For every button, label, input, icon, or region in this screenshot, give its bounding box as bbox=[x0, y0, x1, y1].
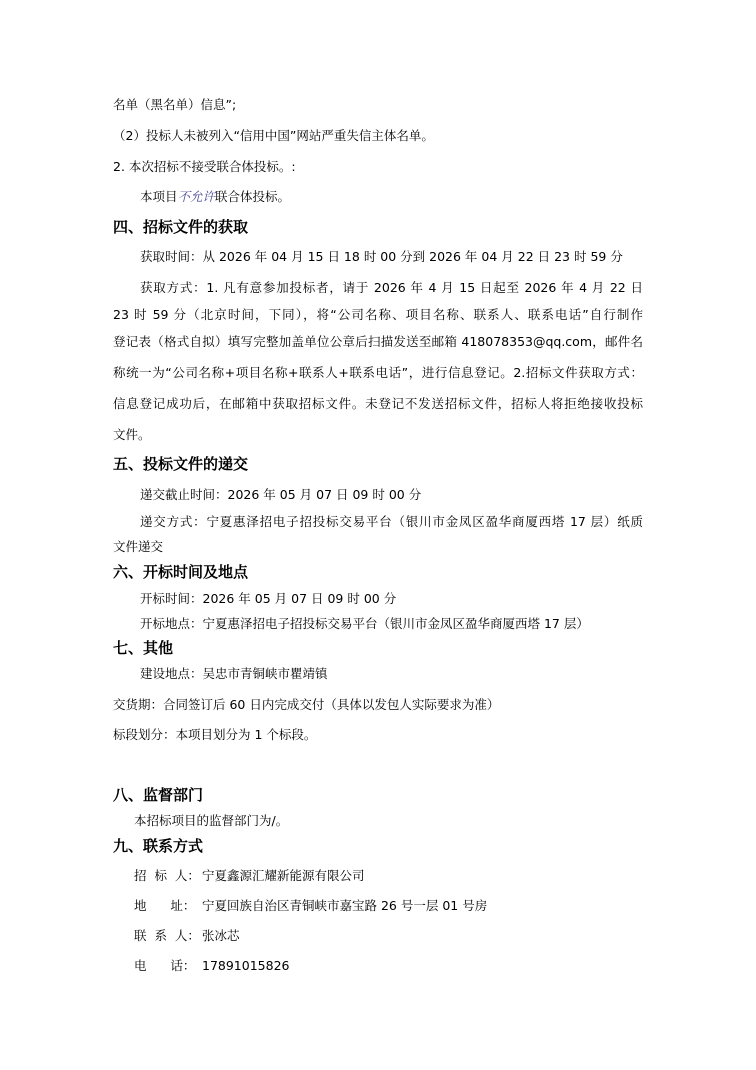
opening-place: 开标地点：宁夏惠泽招电子招投标交易平台（银川市金凤区盈华商厦西塔 17 层） bbox=[140, 616, 589, 631]
obtain-method-line-2: 23 时 59 分（北京时间，下同），将“公司名称、项目名称、联系人、联系电话”自行制作 bbox=[113, 307, 643, 322]
contact-row-phone bbox=[134, 958, 289, 974]
contact-value: 张冰芯 bbox=[202, 928, 240, 943]
paragraph-no-consortium: 2. 本次招标不接受联合体投标。: bbox=[113, 159, 296, 174]
submit-method-line-1: 递交方式：宁夏惠泽招电子招投标交易平台（银川市金凤区盈华商厦西塔 17 层）纸质 bbox=[140, 514, 643, 529]
section-6-title: 六、开标时间及地点 bbox=[113, 563, 249, 581]
section-8-title: 八、监督部门 bbox=[113, 786, 204, 804]
section-9-title: 九、联系方式 bbox=[113, 837, 204, 855]
submit-method-line-2: 文件递交 bbox=[113, 539, 164, 554]
consortium-note-suffix: 联合体投标。 bbox=[215, 189, 291, 204]
opening-time: 开标时间：2026 年 05 月 07 日 09 时 00 分 bbox=[140, 591, 397, 606]
lot-division: 标段划分：本项目划分为 1 个标段。 bbox=[113, 727, 317, 742]
section-7-title: 七、其他 bbox=[113, 639, 174, 657]
contact-label: 招 标 人： bbox=[134, 868, 200, 883]
delivery-period: 交货期：合同签订后 60 日内完成交付（具体以发包人实际要求为准） bbox=[113, 697, 500, 712]
obtain-method-line-6: 文件。 bbox=[113, 427, 151, 442]
contact-row-tenderer bbox=[134, 868, 365, 884]
contact-row-person bbox=[134, 928, 240, 944]
contact-label: 地 址： bbox=[134, 898, 196, 913]
section-5-title: 五、投标文件的递交 bbox=[113, 455, 249, 473]
consortium-note-emphasis: 不允许 bbox=[177, 189, 216, 204]
submit-deadline: 递交截止时间：2026 年 05 月 07 日 09 时 00 分 bbox=[140, 487, 422, 502]
obtain-time: 获取时间：从 2026 年 04 月 15 日 18 时 00 分到 2026 年 04 月 22 日 23 时 59 分 bbox=[140, 249, 623, 264]
obtain-method-line-4: 称统一为“公司名称+项目名称+联系人+联系电话”，进行信息登记。2.招标文件获取方式： bbox=[113, 365, 643, 380]
paragraph-consortium-note bbox=[140, 189, 290, 205]
construction-site: 建设地点：吴忠市青铜峡市瞿靖镇 bbox=[140, 666, 328, 681]
obtain-method-line-1: 获取方式：1. 凡有意参加投标者，请于 2026 年 4 月 15 日起至 2026 年 4 月 22 日 bbox=[140, 280, 643, 295]
paragraph-credit-china: （2）投标人未被列入“信用中国”网站严重失信主体名单。 bbox=[113, 128, 434, 143]
contact-value: 宁夏鑫源汇耀新能源有限公司 bbox=[202, 868, 365, 883]
contact-label: 电 话： bbox=[134, 958, 196, 973]
obtain-method-line-5: 信息登记成功后，在邮箱中获取招标文件。未登记不发送招标文件，招标人将拒绝接收投标 bbox=[113, 396, 643, 411]
contact-value: 宁夏回族自治区青铜峡市嘉宝路 26 号一层 01 号房 bbox=[202, 898, 488, 913]
supervision-text: 本招标项目的监督部门为/。 bbox=[134, 813, 289, 828]
obtain-method-line-3: 登记表（格式自拟）填写完整加盖单位公章后扫描发送至邮箱 418078353@qq.com，邮件名 bbox=[113, 334, 643, 349]
consortium-note-prefix: 本项目 bbox=[140, 189, 178, 204]
section-4-title: 四、招标文件的获取 bbox=[113, 218, 249, 236]
contact-label: 联 系 人： bbox=[134, 928, 200, 943]
contact-row-address bbox=[134, 898, 487, 914]
paragraph-blacklist: 名单（黑名单）信息”; bbox=[113, 97, 237, 112]
contact-value: 17891015826 bbox=[202, 958, 290, 973]
